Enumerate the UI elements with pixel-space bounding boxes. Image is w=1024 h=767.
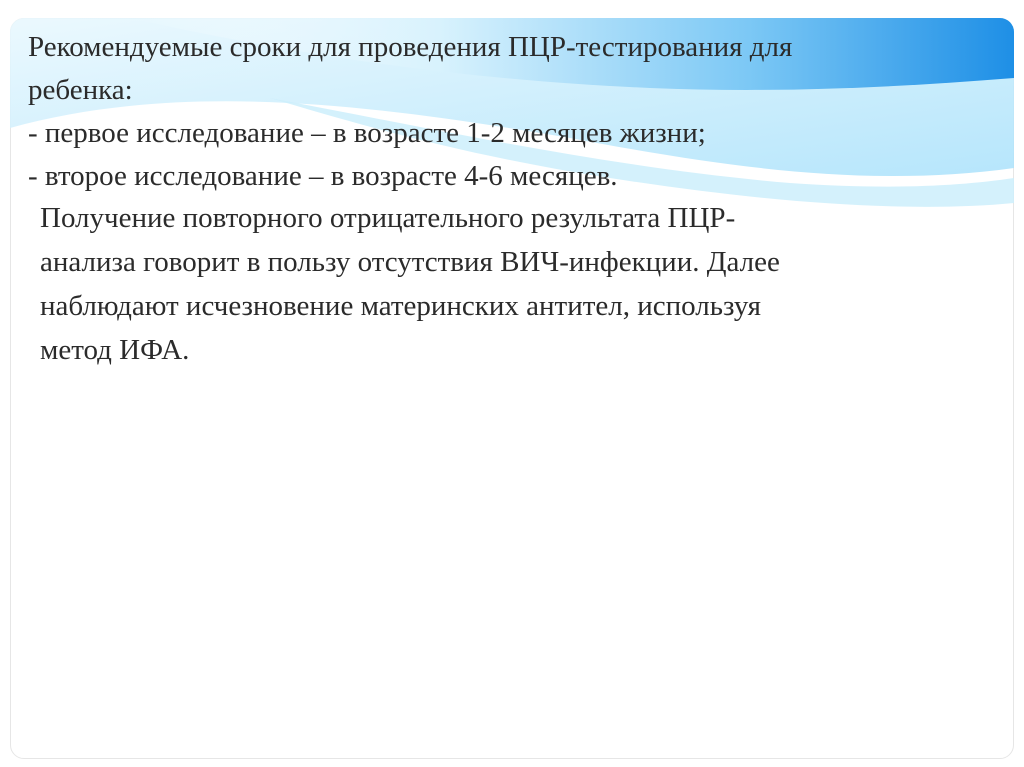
body-line-3: наблюдают исчезновение материнских антител, используя	[40, 290, 761, 322]
header-line-3: - первое исследование – в возрасте 1-2 месяцев жизни;	[28, 117, 706, 149]
body-line-1: Получение повторного отрицательного результата ПЦР-	[40, 202, 736, 234]
header-line-4: - второе исследование – в возрасте 4-6 месяцев.	[28, 160, 618, 192]
body-line-2: анализа говорит в пользу отсутствия ВИЧ-инфекции. Далее	[40, 246, 780, 278]
header-line-1: Рекомендуемые сроки для проведения ПЦР-тестирования для	[28, 31, 793, 63]
pcr-result-paragraph	[40, 196, 940, 372]
pcr-timing-recommendations	[28, 26, 988, 198]
header-line-2: ребенка:	[28, 74, 133, 106]
body-line-4: метод ИФА.	[40, 334, 190, 366]
